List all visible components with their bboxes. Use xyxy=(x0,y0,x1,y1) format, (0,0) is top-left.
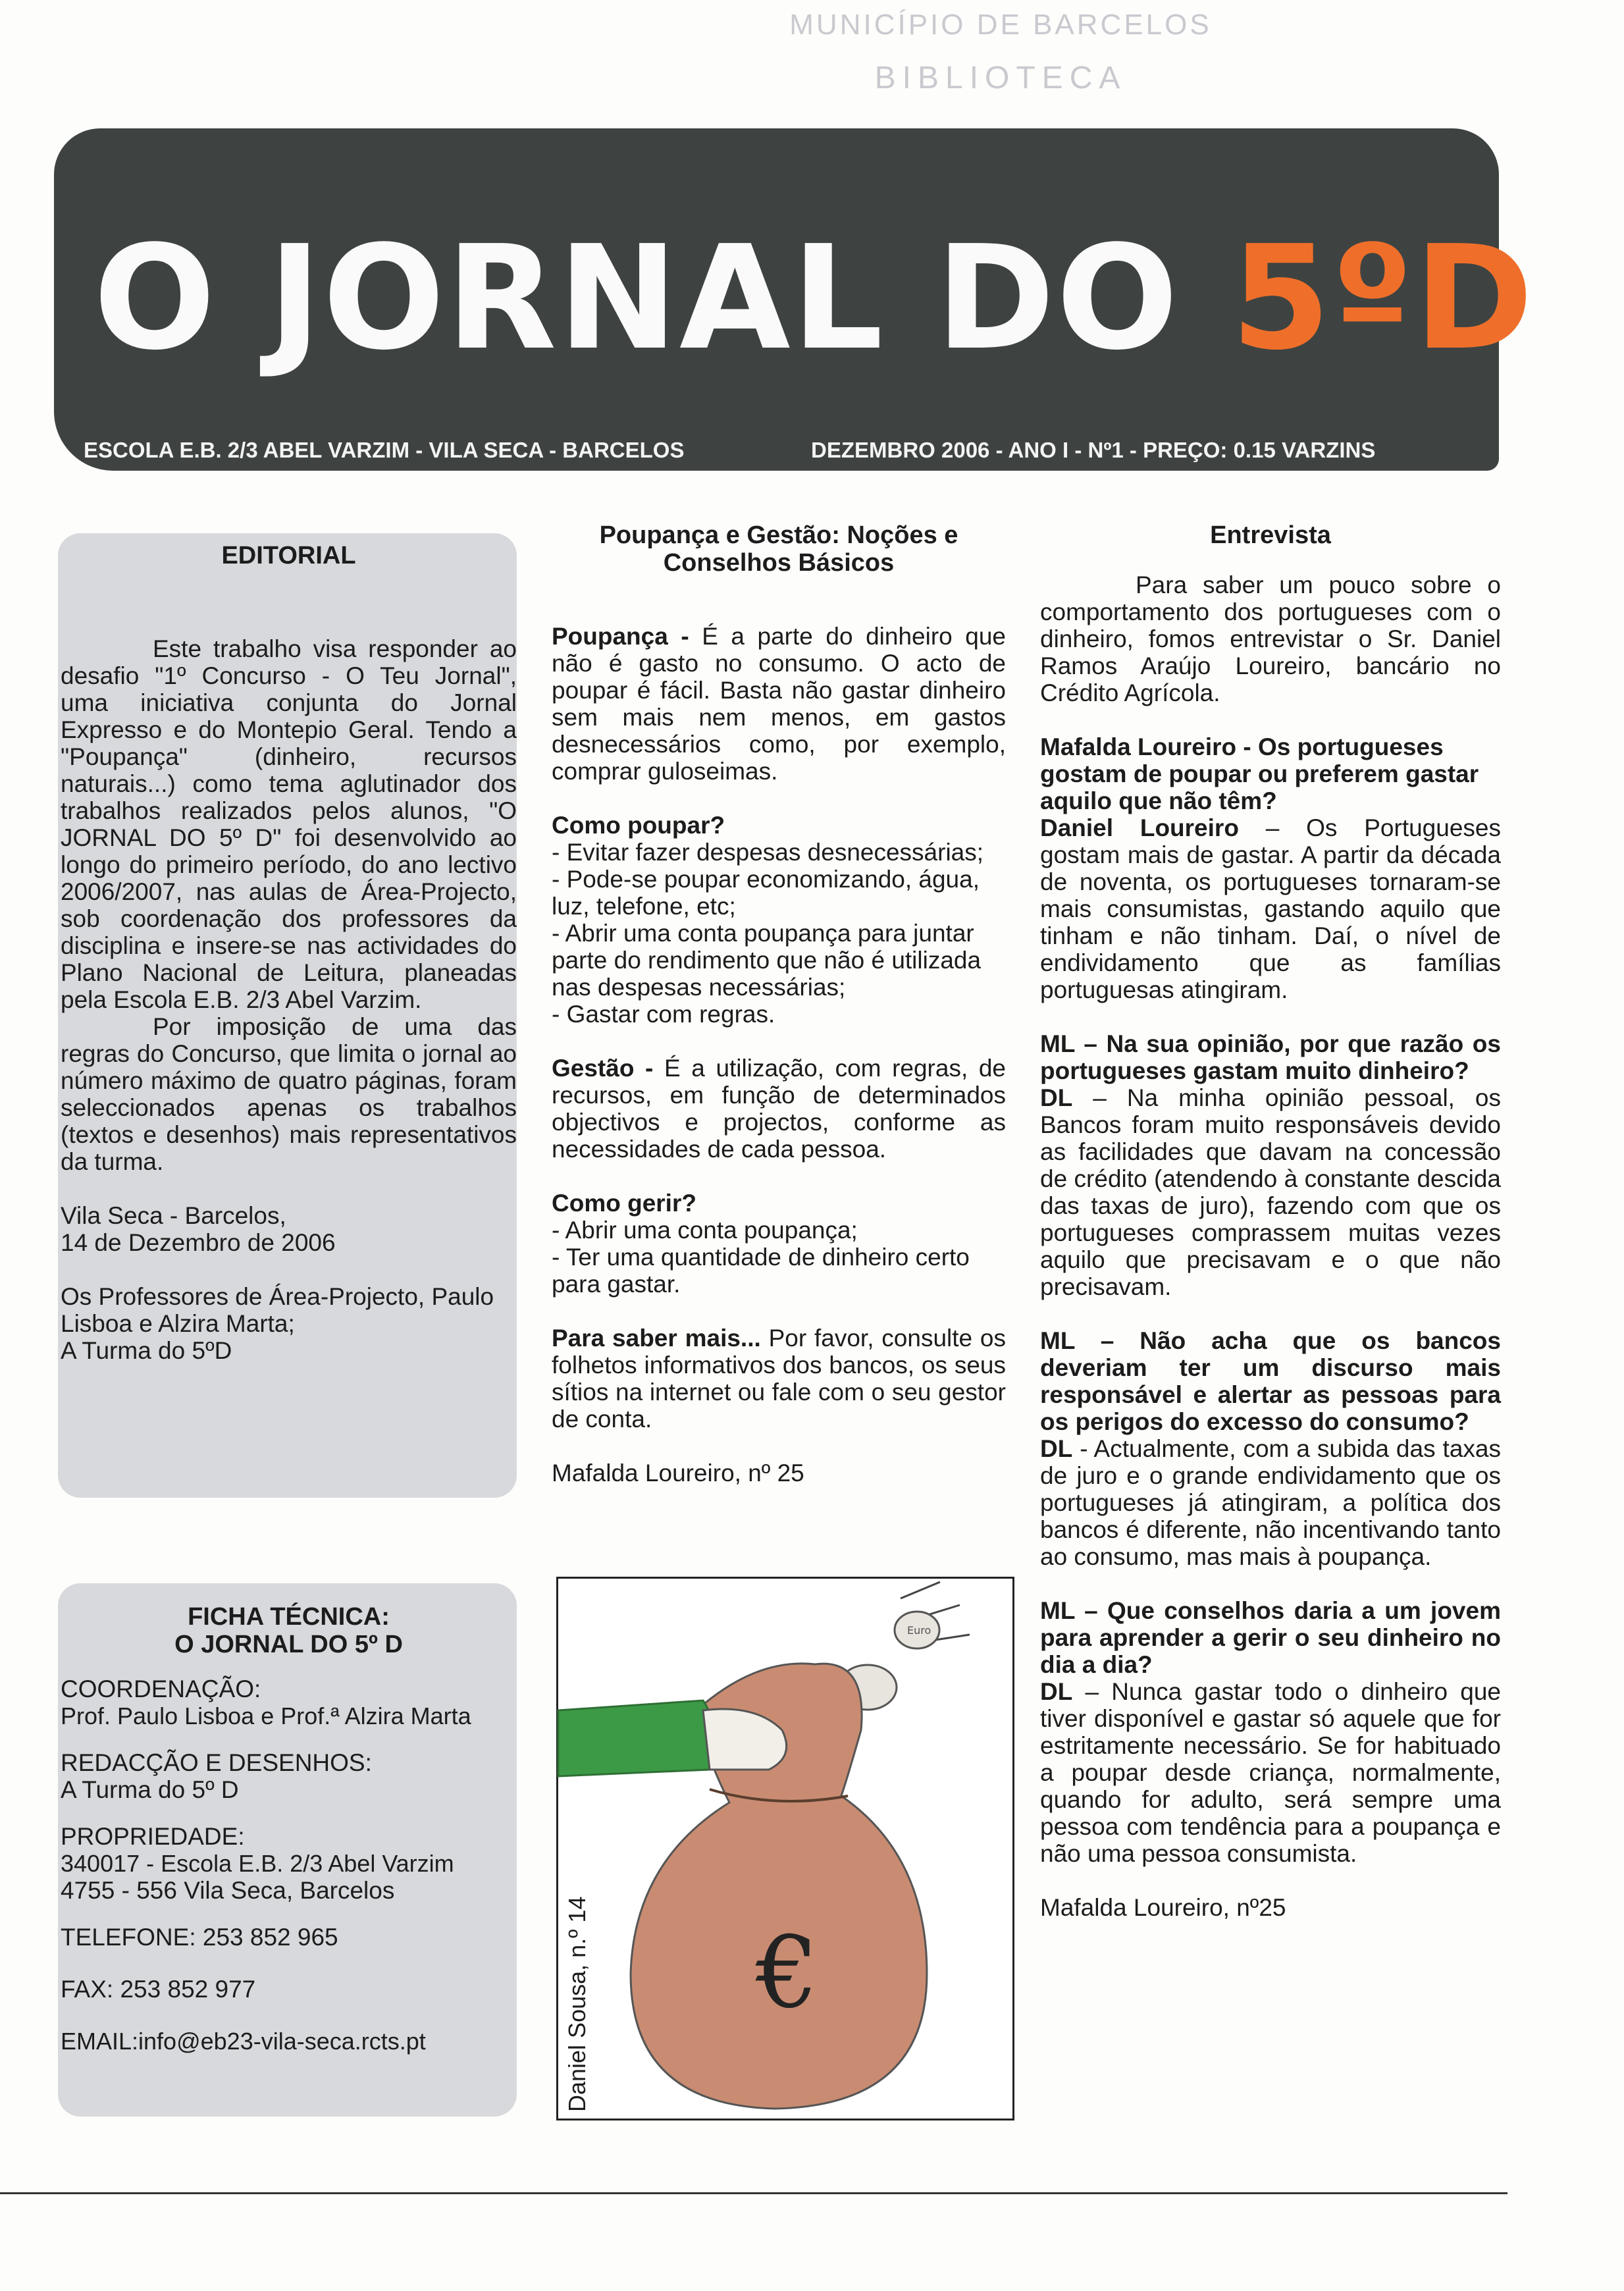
poupar-item-4: - Gastar com regras. xyxy=(552,1001,775,1028)
editorial-place: Vila Seca - Barcelos, xyxy=(61,1202,286,1229)
bottom-divider xyxy=(0,2192,1507,2194)
poupar-item-2: - Pode-se poupar economizando, água, luz, telefone, etc; xyxy=(552,866,980,920)
redaccao-value: A Turma do 5º D xyxy=(61,1776,239,1803)
editorial-paragraph-2: Por imposição de uma das regras do Concurso, que limita o jornal ao número máximo de quatro páginas, foram seleccionados apenas os trabalhos (textos e desenhos) mais representativos da turma. xyxy=(61,1013,517,1175)
telefone: TELEFONE: 253 852 965 xyxy=(61,1924,338,1951)
ficha-tecnica-panel xyxy=(58,1583,517,2117)
gestao-definition xyxy=(552,1055,1006,1163)
answer-3 xyxy=(1040,1435,1501,1570)
poupanca-author: Mafalda Loureiro, nº 25 xyxy=(552,1460,804,1487)
question-3: ML – Não acha que os bancos deveriam ter um discurso mais responsável e alertar as pessoas para os perigos do excesso do consumo? xyxy=(1040,1327,1501,1435)
fax: FAX: 253 852 977 xyxy=(61,1976,256,2003)
question-1: Mafalda Loureiro - Os portugueses gostam de poupar ou preferem gastar aquilo que não têm? xyxy=(1040,733,1479,814)
gestao-definition-text: É a utilização, com regras, de recursos, em função de determinados objectivos e projectos, conforme as necessidades de cada pessoa. xyxy=(552,1055,1006,1163)
coin-label: Euro xyxy=(907,1624,931,1637)
answer-1-text: – Os Portugueses gostam mais de gastar. A partir da década de noventa, os portugueses tornaram-se mais consumistas, gastando aquilo que tinham e não tinham. Daí, o nível de endividamento que as famílias portuguesas atingiram. xyxy=(1040,814,1501,1003)
stamp-line-2: BIBLIOTECA xyxy=(874,61,1127,95)
issue-subtitle: DEZEMBRO 2006 - ANO I - Nº1 - PREÇO: 0.15 VARZINS xyxy=(811,438,1376,462)
title-accent: 5ºD xyxy=(1230,215,1535,382)
answer-2-text: – Na minha opinião pessoal, os Bancos foram muito responsáveis devido as facilidades que davam na concessão de crédito (atendendo à constante descida das taxas de juro), fazendo com que os portugueses comprassem muitas vezes aquilo que precisavam e o que não precisavam. xyxy=(1040,1084,1501,1300)
saber-mais-term: Para saber mais... xyxy=(552,1325,761,1352)
stamp-line-1: MUNICÍPIO DE BARCELOS xyxy=(789,9,1212,41)
gestao-term: Gestão - xyxy=(552,1055,654,1082)
editorial-paragraph-1: Este trabalho visa responder ao desafio "1º Concurso - O Teu Jornal", uma iniciativa conjunta do Jornal Expresso e do Montepio Geral. Tendo a "Poupança" (dinheiro, recursos naturais...) como tema aglutinador dos trabalhos realizados pelos alunos, "O JORNAL DO 5º D" foi desenvolvido ao longo do primeiro período, do ano lectivo 2006/2007, nas aulas de Área-Projecto, sob coordenação dos professores da disciplina e insere-se nas actividades do Plano Nacional de Leitura, planeadas pela Escola E.B. 2/3 Abel Varzim. xyxy=(61,635,517,1013)
illustration-credit-box xyxy=(562,1855,602,2112)
answer-3-text: - Actualmente, com a subida das taxas de juro e o grande endividamento que os portugueses já atingiram, a política dos bancos é diferente, não incentivando tanto ao consumo, mas mais à poupança. xyxy=(1040,1435,1501,1570)
entrevista-author: Mafalda Loureiro, nº25 xyxy=(1040,1894,1286,1921)
masthead xyxy=(54,128,1535,471)
answer-4 xyxy=(1040,1678,1501,1867)
green-sleeve xyxy=(558,1700,715,1776)
newspaper-title xyxy=(93,215,1535,382)
editorial-panel xyxy=(58,533,517,1498)
ficha-subtitle: O JORNAL DO 5º D xyxy=(174,1631,403,1658)
poupanca-term: Poupança - xyxy=(552,623,689,650)
poupanca-definition xyxy=(552,623,1006,785)
title-main: O JORNAL DO xyxy=(93,215,1231,382)
redaccao-label: REDACÇÃO E DESENHOS: xyxy=(61,1749,372,1776)
question-4: ML – Que conselhos daria a um jovem para aprender a gerir o seu dinheiro no dia a dia? xyxy=(1040,1597,1501,1678)
como-gerir-heading: Como gerir? xyxy=(552,1190,696,1217)
email[interactable]: EMAIL:info@eb23-vila-seca.rcts.pt xyxy=(61,2028,426,2055)
answer-1 xyxy=(1040,814,1501,1003)
entrevista-title: Entrevista xyxy=(1210,521,1331,549)
answer-2-label: DL xyxy=(1040,1084,1073,1111)
question-2: ML – Na sua opinião, por que razão os portugueses gastam muito dinheiro? xyxy=(1040,1030,1501,1084)
poupanca-article xyxy=(552,521,1006,1487)
euro-icon: € xyxy=(756,1916,819,2030)
gerir-item-1: - Abrir uma conta poupança; xyxy=(552,1217,858,1244)
como-poupar-heading: Como poupar? xyxy=(552,812,725,839)
answer-4-label: DL xyxy=(1040,1678,1073,1705)
entrevista-article xyxy=(1040,521,1501,1921)
editorial-title: EDITORIAL xyxy=(221,542,356,569)
saber-mais-text: Por favor, consulte os folhetos informativos dos bancos, os seus sítios na internet ou fale com o seu gestor de conta. xyxy=(552,1325,1006,1433)
money-bag-illustration xyxy=(556,1577,1014,2120)
editorial-date: 14 de Dezembro de 2006 xyxy=(61,1229,336,1256)
propriedade-line-2: 4755 - 556 Vila Seca, Barcelos xyxy=(61,1877,395,1904)
answer-3-label: DL xyxy=(1040,1435,1073,1462)
poupar-item-3: - Abrir uma conta poupança para juntar parte do rendimento que não é utilizada nas despesas necessárias; xyxy=(552,920,982,1001)
illustration-credit: Daniel Sousa, n.º 14 xyxy=(563,1896,590,2112)
editorial-signature: Os Professores de Área-Projecto, Paulo Lisboa e Alzira Marta; xyxy=(61,1283,494,1337)
editorial-class: A Turma do 5ºD xyxy=(61,1337,232,1364)
money-bag-drawing xyxy=(558,1579,1012,2119)
saber-mais xyxy=(552,1325,1006,1433)
poupanca-definition-text: É a parte do dinheiro que não é gasto no consumo. O acto de poupar é fácil. Basta não gastar dinheiro sem mais nem menos, em gastos desnecessários como, por exemplo, comprar guloseimas. xyxy=(552,623,1006,785)
answer-4-text: – Nunca gastar todo o dinheiro que tiver disponível e gastar só aquele que for estritamente necessário. Se for habituado a poupar desde criança, normalmente, quando for adulto, será sempre uma pessoa com tendência para a poupança e não uma pessoa consumista. xyxy=(1040,1678,1501,1867)
coord-label: COORDENAÇÃO: xyxy=(61,1675,261,1702)
answer-1-label: Daniel Loureiro xyxy=(1040,814,1239,841)
school-subtitle: ESCOLA E.B. 2/3 ABEL VARZIM - VILA SECA - BARCELOS xyxy=(84,438,685,462)
propriedade-line-1: 340017 - Escola E.B. 2/3 Abel Varzim xyxy=(61,1850,454,1877)
coord-value: Prof. Paulo Lisboa e Prof.ª Alzira Marta xyxy=(61,1702,471,1729)
propriedade-label: PROPRIEDADE: xyxy=(61,1823,245,1850)
poupanca-title: Poupança e Gestão: Noções e Conselhos Básicos xyxy=(599,521,958,577)
poupar-item-1: - Evitar fazer despesas desnecessárias; xyxy=(552,839,984,866)
entrevista-intro: Para saber um pouco sobre o comportamento dos portugueses com o dinheiro, fomos entrevistar o Sr. Daniel Ramos Araújo Loureiro, bancário no Crédito Agrícola. xyxy=(1040,571,1501,706)
answer-2 xyxy=(1040,1084,1501,1300)
ficha-title: FICHA TÉCNICA: xyxy=(188,1603,390,1631)
gerir-item-2: - Ter uma quantidade de dinheiro certo para gastar. xyxy=(552,1244,970,1298)
library-stamp xyxy=(777,7,1224,98)
